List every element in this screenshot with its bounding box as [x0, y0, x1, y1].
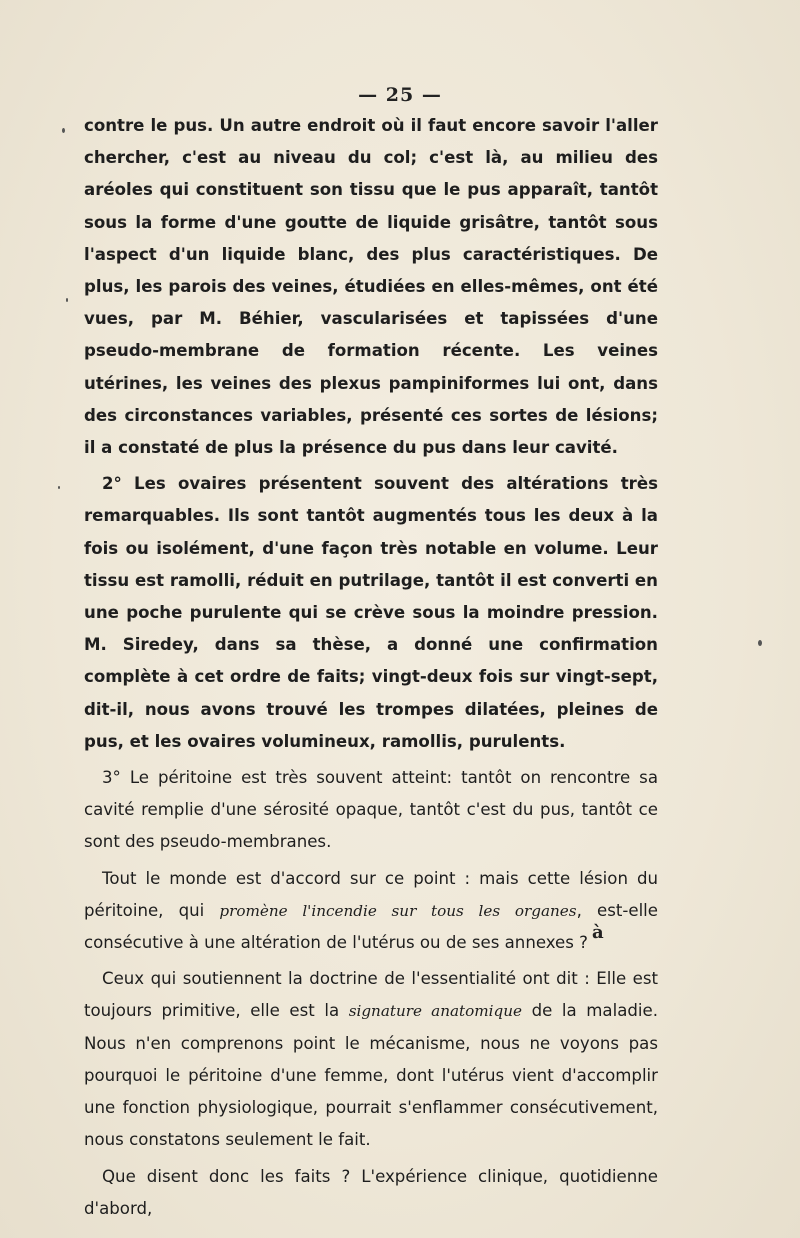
paragraph-5-text-start: Ceux qui soutiennent la doctrine de l'essentialité ont dit : Elle est toujours primitive, elle est la — [84, 969, 658, 1021]
paragraph-5-text-end: de la maladie. Nous n'en comprenons point le mécanisme, nous ne voyons pas pourquoi le péritoine d'une femme, dont l'utérus vient d'accomplir une fonction physiologique, pourrait s'enflammer consécutivement, nous constatons seulement le fait. — [84, 1001, 658, 1150]
paragraph-4-text-start: Tout le monde est d'accord sur ce point : mais cette lésion du péritoine, qui — [84, 868, 658, 920]
paper-speck — [66, 298, 68, 302]
paragraph-4-text-end: , est-elle consécutive à une altération de l'utérus ou de ses annexes ? — [84, 900, 658, 953]
paragraph-4-italic-phrase: promène l'incendie sur tous les organes — [219, 901, 577, 920]
paragraph-1: contre le pus. Un autre endroit où il faut encore savoir l'aller chercher, c'est au niveau du col; c'est là, au milieu des aréoles qui constituent son tissu que le pus apparaît, tantôt sous la forme d'une goutte de liquide grisâtre, tantôt sous l'aspect d'un liquide blanc, des plus caractéristiques. De plus, les parois des veines, étudiées en elles-mêmes, ont été vues, par M. Béhier, vascularisées et tapissées d'une pseudo-membrane de formation récente. Les veines utérines, les veines des plexus pampiniformes lui ont, dans des circonstances variables, présenté ces sortes de lésions; il a constaté de plus la présence du pus dans leur cavité. — [84, 116, 658, 458]
paragraph-6: Que disent donc les faits ? L'expérience clinique, quotidienne d'abord, — [84, 1166, 658, 1218]
paper-speck — [58, 486, 60, 489]
paper-speck — [758, 640, 762, 646]
paragraph-4 — [84, 863, 658, 960]
paper-speck — [62, 128, 65, 133]
paragraph-5 — [84, 963, 658, 1156]
paragraph-2: 2° Les ovaires présentent souvent des altérations très remarquables. Ils sont tantôt augmentés tous les deux à la fois ou isolément, d'une façon très notable en volume. Leur tissu est ramolli, réduit en putrilage, tantôt il est converti en une poche purulente qui se crève sous la moindre pression. M. Siredey, dans sa thèse, a donné une confirmation complète à cet ordre de faits; vingt-deux fois sur vingt-sept, dit-il, nous avons trouvé les trompes dilatées, pleines de pus, et les ovaires volumineux, ramollis, purulents. — [84, 474, 658, 751]
paragraph-3: 3° Le péritoine est très souvent atteint: tantôt on rencontre sa cavité remplie d'une sérosité opaque, tantôt c'est du pus, tantôt ce sont des pseudo-membranes. — [84, 768, 658, 852]
catchword: à — [592, 922, 604, 943]
page-number: — 25 — — [358, 84, 442, 106]
body-text — [84, 110, 658, 1229]
paragraph-5-italic-phrase: signature anatomique — [348, 1002, 523, 1021]
